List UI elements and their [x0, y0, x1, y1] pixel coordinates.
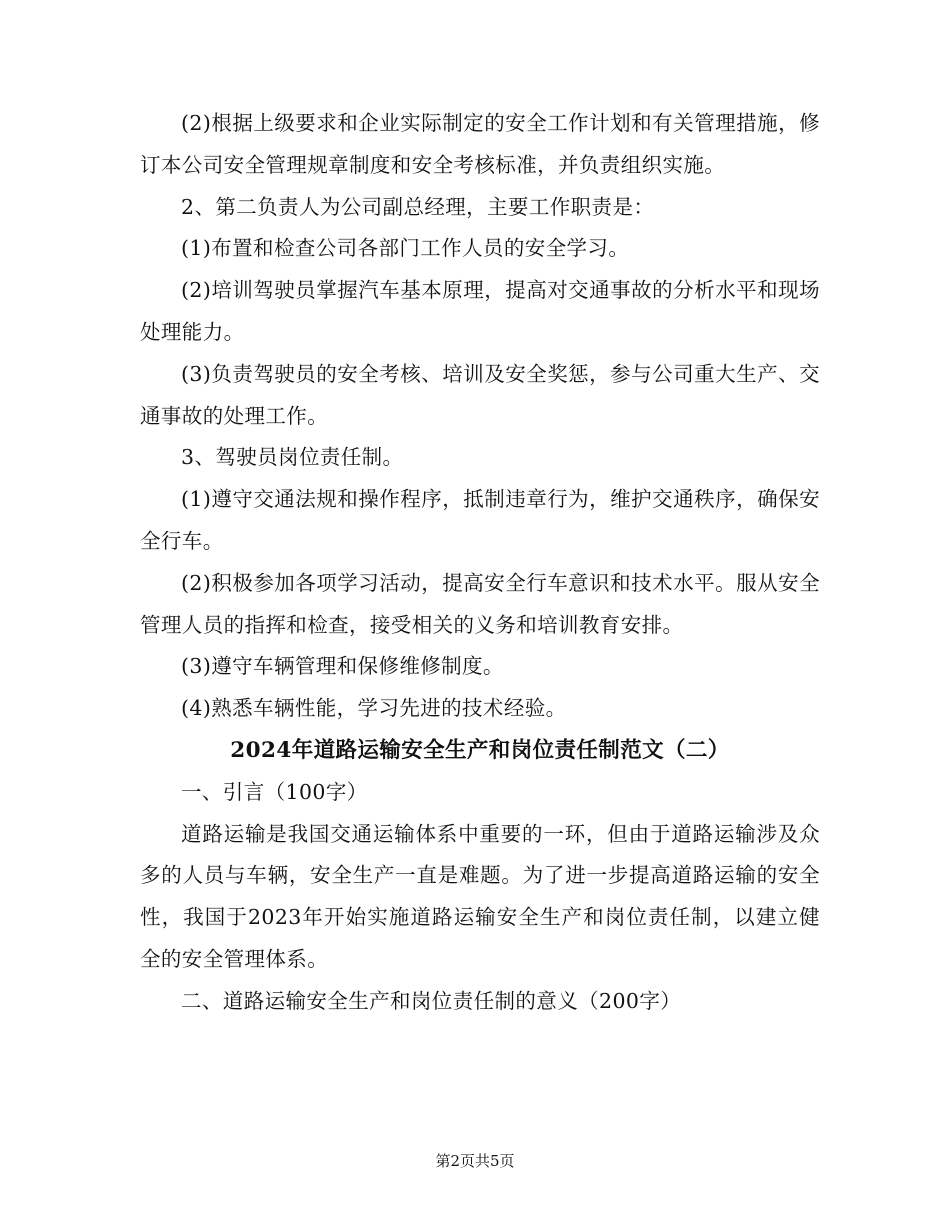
paragraph-9: (3)遵守车辆管理和保修维修制度。 — [181, 654, 504, 679]
document-body — [140, 103, 820, 1023]
paragraph-8: (2)积极参加各项学习活动，提高安全行车意识和技术水平。服从安全管理人员的指挥和检查，接受相关的义务和培训教育安排。 — [140, 570, 820, 637]
section-paragraph-2: 道路运输是我国交通运输体系中重要的一环，但由于道路运输涉及众多的人员与车辆，安全生产一直是难题。为了进一步提高道路运输的安全性，我国于2023年开始实施道路运输安全生产和岗位责任制，以建立健全的安全管理体系。 — [140, 821, 820, 971]
page-number-footer: 第2页共5页 — [435, 1152, 515, 1170]
section-paragraph-1: 一、引言（100字） — [181, 779, 368, 804]
paragraph-10: (4)熟悉车辆性能，学习先进的技术经验。 — [181, 696, 567, 721]
paragraph-6: 3、驾驶员岗位责任制。 — [181, 445, 404, 470]
section-title: 2024年道路运输安全生产和岗位责任制范文（二） — [230, 737, 730, 763]
paragraph-2: 2、第二负责人为公司副总经理，主要工作职责是： — [181, 194, 655, 219]
paragraph-3: (1)布置和检查公司各部门工作人员的安全学习。 — [181, 236, 630, 261]
paragraph-5: (3)负责驾驶员的安全考核、培训及安全奖惩，参与公司重大生产、交通事故的处理工作。 — [140, 361, 820, 428]
paragraph-7: (1)遵守交通法规和操作程序，抵制违章行为，维护交通秩序，确保安全行车。 — [140, 487, 820, 553]
paragraph-4: (2)培训驾驶员掌握汽车基本原理，提高对交通事故的分析水平和现场处理能力。 — [140, 278, 820, 344]
section-paragraph-3: 二、道路运输安全生产和岗位责任制的意义（200字） — [181, 988, 682, 1013]
paragraph-1: (2)根据上级要求和企业实际制定的安全工作计划和有关管理措施，修订本公司安全管理规章制度和安全考核标准，并负责组织实施。 — [140, 111, 820, 177]
